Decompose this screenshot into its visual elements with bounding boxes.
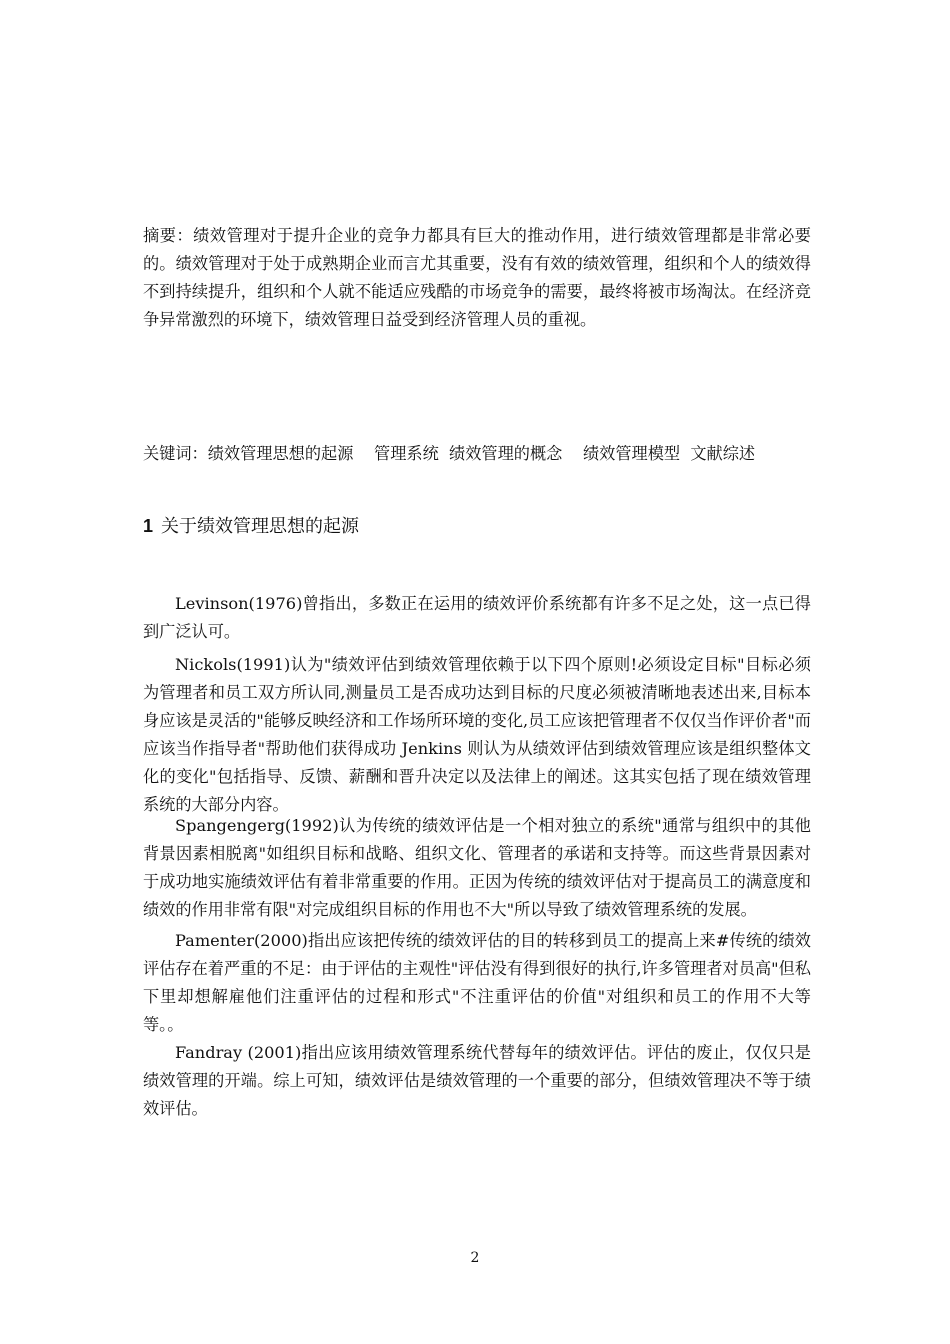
body-paragraph-fandray: Fandray (2001)指出应该用绩效管理系统代替每年的绩效评估。评估的废止，仅仅只是绩效管理的开端。综上可知，绩效评估是绩效管理的一个重要的部分，但绩效管理决不等于绩效评估。 <box>143 1043 811 1118</box>
abstract-paragraph: 摘要：绩效管理对于提升企业的竞争力都具有巨大的推动作用，进行绩效管理都是非常必要的。绩效管理对于处于成熟期企业而言尤其重要，没有有效的绩效管理，组织和个人的绩效得不到持续提升，组织和个人就不能适应残酷的市场竞争的需要，最终将被市场淘汰。在经济竞争异常激烈的环境下，绩效管理日益受到经济管理人员的重视。 <box>143 226 811 329</box>
section-title: 关于绩效管理思想的起源 <box>161 516 360 537</box>
body-paragraph-levinson: Levinson(1976)曾指出，多数正在运用的绩效评价系统都有许多不足之处，这一点已得到广泛认可。 <box>143 594 811 641</box>
body-paragraph-pamenter: Pamenter(2000)指出应该把传统的绩效评估的目的转移到员工的提高上来#传统的绩效评估存在着严重的不足：由于评估的主观性"评估没有得到很好的执行,许多管理者对员高"但私下里却想解雇他们注重评估的过程和形式"不注重评估的价值"对组织和员工的作用不大等等。。 <box>143 931 811 1034</box>
body-paragraph-spangengerg: Spangengerg(1992)认为传统的绩效评估是一个相对独立的系统"通常与组织中的其他背景因素相脱离"如组织目标和战略、组织文化、管理者的承诺和支持等。而这些背景因素对于成功地实施绩效评估有着非常重要的作用。正因为传统的绩效评估对于提高员工的满意度和绩效的作用非常有限"对完成组织目标的作用也不大"所以导致了绩效管理系统的发展。 <box>143 816 811 919</box>
section-heading <box>143 512 359 541</box>
page-number: 2 <box>470 1250 480 1266</box>
body-paragraph-nickols: Nickols(1991)认为"绩效评估到绩效管理依赖于以下四个原则!必须设定目标"目标必须为管理者和员工双方所认同,测量员工是否成功达到目标的尺度必须被清晰地表述出来,目标本身应该是灵活的"能够反映经济和工作场所环境的变化,员工应该把管理者不仅仅当作评价者"而应该当作指导者"帮助他们获得成功 Jenkins 则认为从绩效评估到绩效管理应该是组织整体文化的变化"包括指导、反馈、薪酬和晋升决定以及法律上的阐述。这其实包括了现在绩效管理系统的大部分内容。 <box>143 655 811 814</box>
section-number: 1 <box>143 516 154 536</box>
keywords-line: 关键词：绩效管理思想的起源 管理系统 绩效管理的概念 绩效管理模型 文献综述 <box>143 444 756 463</box>
